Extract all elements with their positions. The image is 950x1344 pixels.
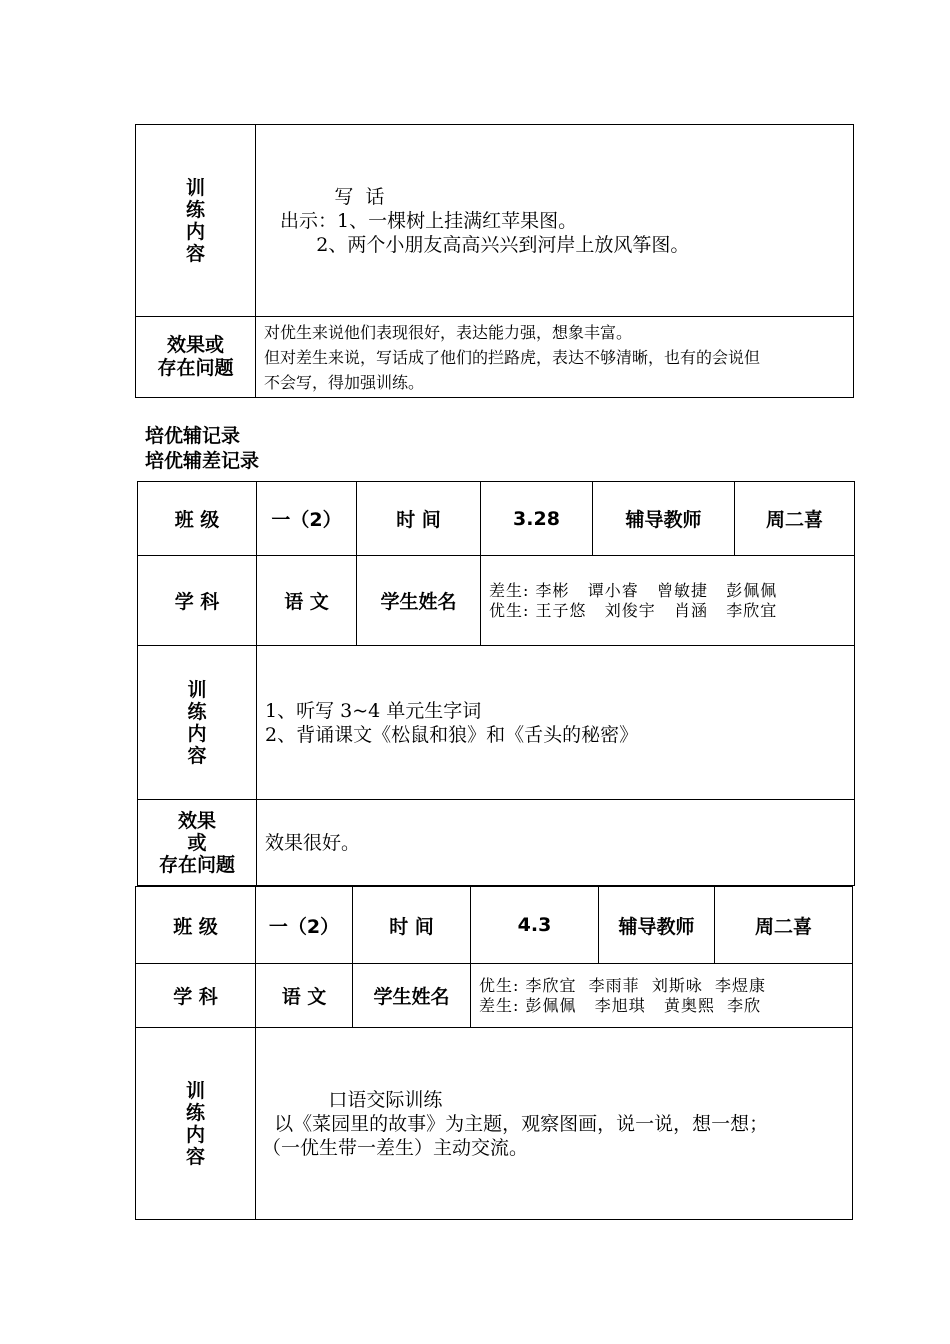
time-value: 3.28 [481,482,593,556]
record-table-1 [137,481,855,886]
class-value: 一（2） [257,482,357,556]
training-content-label: 训练内容 [136,125,256,317]
effect-label: 效果或 存在问题 [136,317,256,398]
heading-record-diff: 培优辅差记录 [145,450,260,472]
students-label: 学生姓名 [353,964,471,1028]
training-content-label: 训练内容 [138,646,257,800]
teacher-value: 周二喜 [735,482,855,556]
subject-value: 语 文 [256,964,353,1028]
effect-label: 效果 或 存在问题 [138,800,257,886]
students-list: 差生: 李彬 谭小睿 曾敏捷 彭佩佩 优生: 王子悠 刘俊宇 肖涵 李欣宜 [481,556,855,646]
training-content-cell: 1、听写 3~4 单元生字词 2、背诵课文《松鼠和狼》和《舌头的秘密》 [257,646,855,800]
subject-label: 学 科 [138,556,257,646]
time-value: 4.3 [471,887,599,964]
training-content-cell [256,125,854,317]
subject-value: 语 文 [257,556,357,646]
students-list: 优生: 李欣宜 李雨菲 刘斯咏 李煜康 差生: 彭佩佩 李旭琪 黄奥熙 李欣 [471,964,853,1028]
subject-label: 学 科 [136,964,256,1028]
time-label: 时 间 [357,482,481,556]
effect-content: 效果很好。 [257,800,855,886]
teacher-label: 辅导教师 [599,887,715,964]
training-table-1 [135,124,854,398]
heading-record: 培优辅记录 [145,425,241,447]
class-label: 班 级 [136,887,256,964]
students-label: 学生姓名 [357,556,481,646]
class-label: 班 级 [138,482,257,556]
teacher-value: 周二喜 [715,887,853,964]
class-value: 一（2） [256,887,353,964]
time-label: 时 间 [353,887,471,964]
training-line: 2、两个小朋友高高兴兴到河岸上放风筝图。 [274,233,690,256]
training-content-label: 训练内容 [136,1028,256,1220]
training-content-cell: 口语交际训练 以《菜园里的故事》为主题，观察图画，说一说，想一想； （一优生带一差生）主动交流。 [256,1028,853,1220]
effect-content: 对优生来说他们表现很好，表达能力强，想象丰富。 但对差生来说，写话成了他们的拦路虎，表达不够清晰，也有的会说但 不会写，得加强训练。 [256,317,854,398]
record-table-2 [135,886,853,1220]
teacher-label: 辅导教师 [593,482,735,556]
training-line: 写 话 [274,185,385,208]
training-line: 出示：1、一棵树上挂满红苹果图。 [274,209,578,232]
